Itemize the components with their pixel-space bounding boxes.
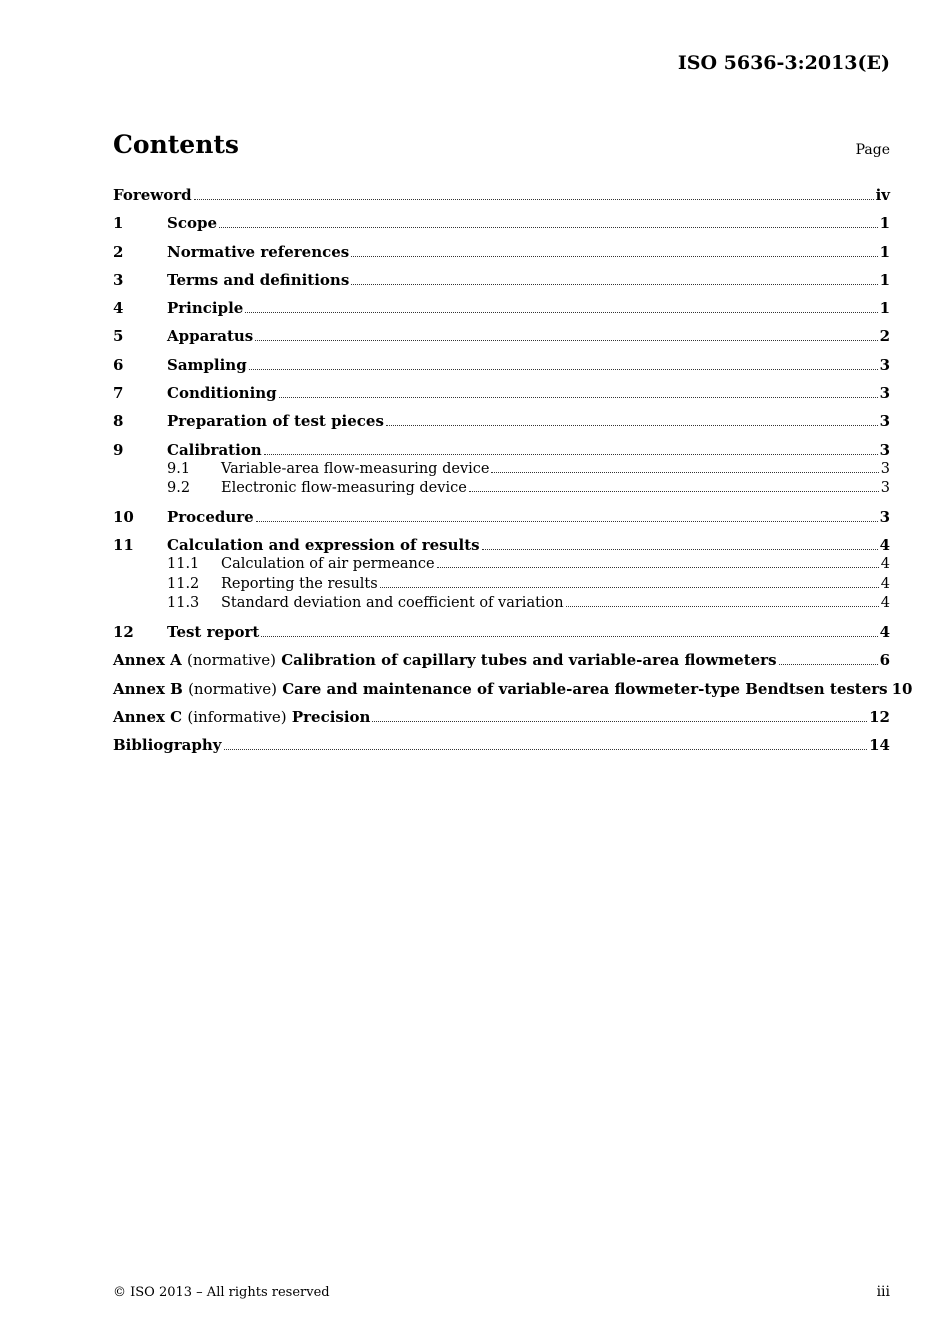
toc-entry-title: Reporting the results [221,575,378,592]
toc-entry-page: 3 [879,507,890,526]
toc-entry-number: 4 [113,299,124,318]
toc-entry-number: 11 [113,536,134,555]
toc-entry-page: 3 [879,355,890,374]
toc-entry-title: Sampling [167,355,247,374]
toc-entry-clause-11[interactable] [113,535,890,555]
toc-entry-title: Standard deviation and coefficient of variation [221,595,564,612]
toc-entry-page: 2 [879,327,890,346]
toc-entry-page: 4 [880,575,890,592]
dot-leader [256,520,878,522]
toc-entry-clause-4[interactable] [113,298,890,318]
toc-entry-page: 12 [869,707,890,726]
annex-title: Care and maintenance of variable-area flowmeter-type Bendtsen testers [282,679,888,698]
dot-leader [224,748,868,750]
toc-entry-clause-3[interactable] [113,270,890,290]
toc-entry-page: 1 [879,299,890,318]
annex-type: (informative) [187,707,287,726]
dot-leader [249,368,878,370]
dot-leader [380,586,879,588]
toc-entry-number: 9.2 [167,480,191,497]
contents-title: Contents [113,130,240,159]
dot-leader [491,471,878,473]
dot-leader [261,635,877,637]
toc-entry-subclause-11-3[interactable] [113,594,890,614]
toc-entry-clause-2[interactable] [113,242,890,262]
toc-entry-clause-5[interactable] [113,326,890,346]
toc-entry-bibliography[interactable] [113,735,890,755]
dot-leader [372,720,867,722]
dot-leader [279,396,878,398]
dot-leader [351,283,877,285]
toc-entry-clause-7[interactable] [113,383,890,403]
toc-entry-title: Test report [167,623,260,642]
toc-entry-clause-1[interactable] [113,213,890,233]
toc-entry-title: Foreword [113,186,192,204]
footer-page-number: iii [876,1284,890,1300]
toc-clauses [113,213,890,642]
footer-copyright: © ISO 2013 – All rights reserved [113,1285,330,1300]
toc-entry-title: Principle [167,299,244,318]
dot-leader [469,490,879,492]
toc-entry-title [113,679,888,699]
annex-label: Annex C [113,707,183,726]
toc-entry-page: 3 [879,384,890,403]
toc-entry-page: 4 [880,556,890,573]
toc-entry-title: Conditioning [167,384,277,403]
toc-entry-subclause-11-2[interactable] [113,575,890,595]
toc-entry-title: Variable-area flow-measuring device [221,460,490,477]
dot-leader [351,255,877,257]
toc-entry-annex-a[interactable] [113,650,890,670]
toc-entry-number: 3 [113,270,124,289]
toc-entry-number: 11.1 [167,556,200,573]
toc-entry-number: 9 [113,440,124,459]
toc-entry-clause-10[interactable] [113,507,890,527]
toc-entry-annex-c[interactable] [113,707,890,727]
dot-leader [437,566,879,568]
toc-entry-page: 1 [879,242,890,261]
toc-entry-number: 8 [113,412,124,431]
toc-entry-page: 3 [880,460,890,477]
toc-entry-page: iv [875,186,890,204]
toc-entry-page: 1 [879,214,890,233]
annex-title: Calibration of capillary tubes and variable-area flowmeters [281,651,777,670]
annex-label: Annex B [113,679,183,698]
toc-entry-subclause-11-1[interactable] [113,555,890,575]
toc-entry-title: Calculation of air permeance [221,556,435,573]
toc-entry-title: Normative references [167,242,350,261]
toc-entry-title: Apparatus [167,327,254,346]
toc-entry-number: 2 [113,242,124,261]
toc-entry-title: Preparation of test pieces [167,412,384,431]
dot-leader [779,663,878,665]
dot-leader [255,339,877,341]
page-column-label: Page [855,142,890,158]
toc-entry-page: 4 [879,623,890,642]
toc-annexes [113,650,913,727]
toc-entry-clause-9[interactable] [113,440,890,460]
dot-leader [386,424,878,426]
toc-entry-page: 3 [879,440,890,459]
toc-entry-number: 6 [113,355,124,374]
annex-label: Annex A [113,651,182,670]
document-id: ISO 5636-3:2013(E) [677,52,890,74]
annex-type: (normative) [188,679,277,698]
dot-leader [482,548,878,550]
toc-entry-number: 7 [113,384,124,403]
dot-leader [566,605,879,607]
toc-entry-page: 1 [879,270,890,289]
toc-entry-title: Electronic flow-measuring device [221,480,467,497]
dot-leader [219,226,878,228]
toc-entry-clause-6[interactable] [113,355,890,375]
dot-leader [194,198,874,200]
toc-entry-number: 12 [113,623,134,642]
toc-entry-title: Procedure [167,507,254,526]
toc-entry-foreword[interactable] [113,185,890,205]
toc-entry-title: Bibliography [113,736,222,755]
toc-entry-page: 3 [880,480,890,497]
toc-entry-number: 11.3 [167,595,200,612]
toc-entry-page: 14 [869,736,890,755]
toc-entry-page: 4 [880,595,890,612]
toc-entry-clause-12[interactable] [113,622,890,642]
dot-leader [264,453,878,455]
toc-entry-title: Terms and definitions [167,270,350,289]
toc-entry-number: 1 [113,214,124,233]
toc-entry-page: 10 [891,679,913,698]
toc-entry-subclause-9-1[interactable] [113,460,890,480]
toc-entry-clause-8[interactable] [113,411,890,431]
toc-entry-title: Scope [167,214,218,233]
toc-entry-title [113,650,777,670]
toc-entry-annex-b[interactable] [113,679,913,699]
toc-entry-number: 11.2 [167,575,200,592]
toc-entry-page: 6 [879,651,890,670]
toc-entry-number: 10 [113,507,134,526]
toc-entry-page: 4 [879,536,890,555]
dot-leader [245,311,877,313]
toc-entry-number: 5 [113,327,124,346]
toc-entry-title [113,707,370,727]
toc-entry-title: Calibration [167,440,262,459]
toc-entry-title: Calculation and expression of results [167,536,480,555]
annex-type: (normative) [187,651,276,670]
annex-title: Precision [291,707,371,726]
toc-entry-page: 3 [879,412,890,431]
toc-entry-number: 9.1 [167,460,191,477]
table-of-contents [113,185,913,755]
toc-entry-subclause-9-2[interactable] [113,479,890,499]
